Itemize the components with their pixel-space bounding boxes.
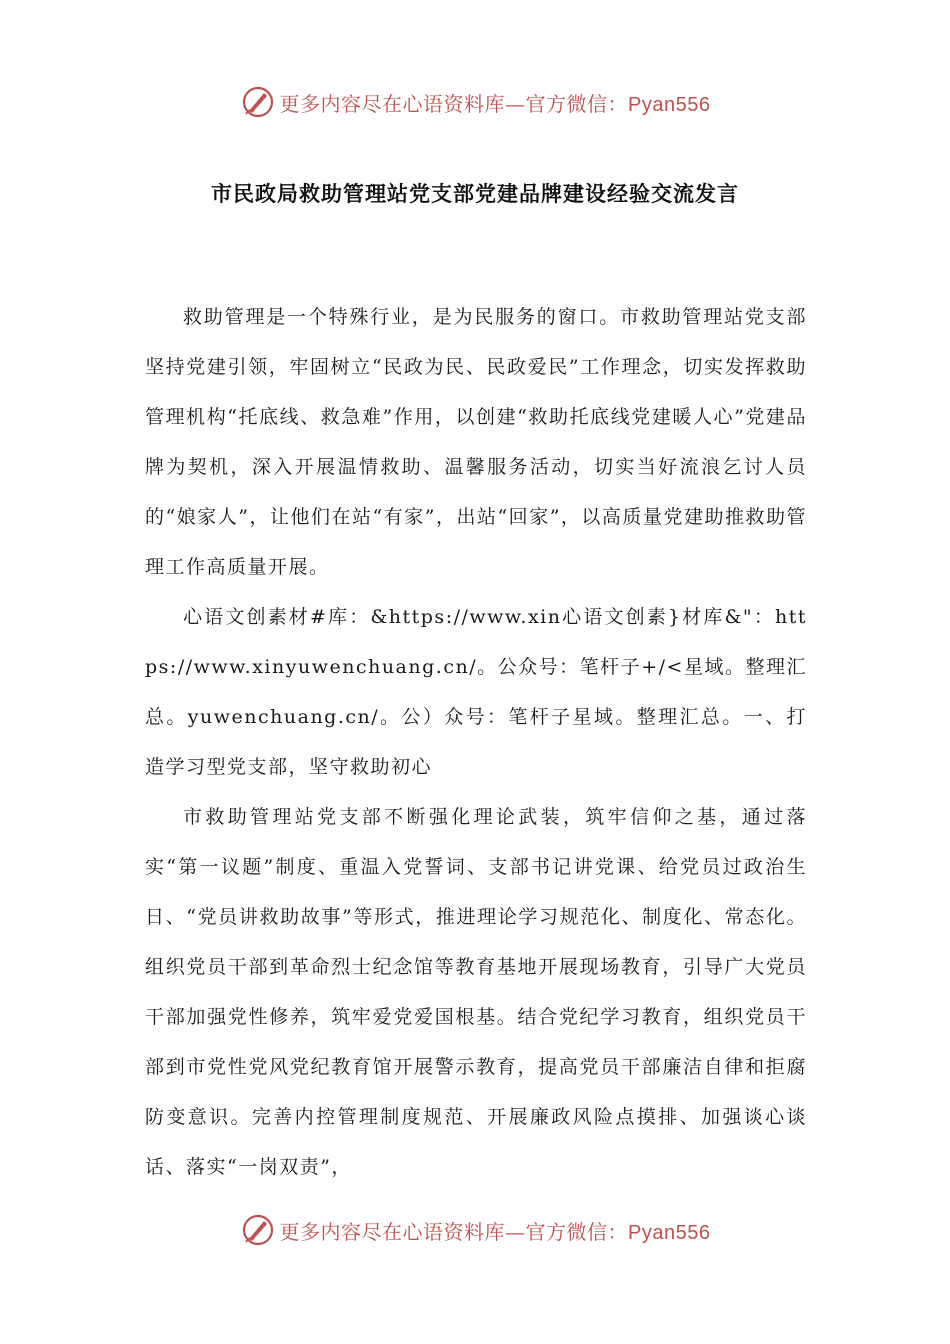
document-title: 市民政局救助管理站党支部党建品牌建设经验交流发言 [211,182,739,206]
banner-label: 更多内容尽在心语资料库—官方微信： [279,1219,629,1244]
banner-wechat-id: Pyan556 [628,1221,711,1244]
banner-wechat-id: Pyan556 [628,93,711,116]
footer-watermark-banner [0,1208,950,1252]
document-body [145,292,807,1192]
paragraph-study-branch: 市救助管理站党支部不断强化理论武装，筑牢信仰之基，通过落实“第一议题”制度、重温入党誓词、支部书记讲党课、给党员过政治生日、“党员讲救助故事”等形式，推进理论学习规范化、制度化、常态化。组织党员干部到革命烈士纪念馆等教育基地开展现场教育，引导广大党员干部加强党性修养，筑牢爱党爱国根基。结合党纪学习教育，组织党员干部到市党性党风党纪教育馆开展警示教育，提高党员干部廉洁自律和拒腐防变意识。完善内控管理制度规范、开展廉政风险点摸排、加强谈心谈话、落实“一岗双责”， [145,806,807,1178]
header-watermark-banner [0,80,950,124]
banner-text [280,88,711,117]
paragraph-watermark-heading: 心语文创素材#库：&https://www.xin心语文创素}材库&"：https://www.xinyuwenchuang.cn/。公众号：笔杆子+/<星域。整理汇总。yuwenchuang.cn/。公）众号：笔杆子星域。整理汇总。一、打造学习型党支部，坚守救助初心 [145,606,807,778]
banner-text [280,1216,711,1245]
banner-label: 更多内容尽在心语资料库—官方微信： [279,91,629,116]
quill-pen-logo-icon [240,1212,276,1248]
paragraph-intro: 救助管理是一个特殊行业，是为民服务的窗口。市救助管理站党支部坚持党建引领，牢固树立“民政为民、民政爱民”工作理念，切实发挥救助管理机构“托底线、救急难”作用，以创建“救助托底线党建暖人心”党建品牌为契机，深入开展温情救助、温馨服务活动，切实当好流浪乞讨人员的“娘家人”，让他们在站“有家”，出站“回家”，以高质量党建助推救助管理工作高质量开展。 [145,306,807,578]
quill-pen-logo-icon [240,84,276,120]
